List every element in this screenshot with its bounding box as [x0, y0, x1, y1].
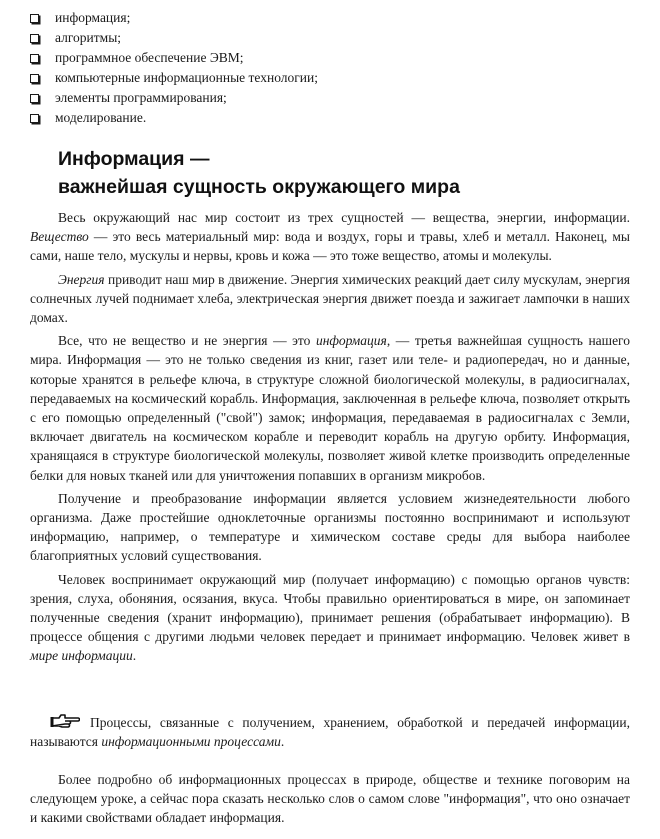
paragraph-text: . [132, 648, 137, 664]
list-item [30, 28, 318, 48]
paragraph [30, 208, 630, 266]
checkbox-bullet-icon [30, 94, 39, 103]
paragraph: Более подробно об информационных процессах в природе, обществе и технике поговорим на следующем уроке, а сейчас пора сказать несколько слов о самом слове "информация", что оно означает и какими свойствами обладает информация. [30, 772, 630, 826]
checkbox-bullet-icon [30, 74, 39, 83]
emphasis-term: информационными процессами [101, 734, 281, 750]
list-item-text: информация; [55, 10, 131, 25]
pointing-hand-icon [50, 713, 80, 729]
paragraph-text: Человек воспринимает окружающий мир (получает информацию) с помощью органов чувств: зрения, слуха, обоняния, осязания, вкуса. Чтобы правильно ориентироваться в мире, он запоминает полученные сведения (хранит информацию), принимает решения (обрабатывает информацию). В процессе общения с другими людьми человек передает и принимает информацию. Человек живет в [30, 571, 630, 645]
topic-list [30, 8, 318, 128]
list-item-text: программное обеспечение ЭВМ; [55, 50, 244, 65]
emphasis-term: Энергия [58, 271, 105, 287]
definition-note [30, 713, 630, 751]
paragraph-text: Получение и преобразование информации является условием жизнедеятельности любого организма. Даже простейшие одноклеточные организмы постоянно воспринимают и используют информацию, например, о температуре и химическом составе среды для выбора наиболее благоприятных условий существования. [30, 490, 630, 564]
emphasis-term: мире информации [30, 648, 133, 664]
paragraph-text: Все, что не вещество и не энергия — это [58, 333, 311, 349]
checkbox-bullet-icon [30, 54, 39, 63]
paragraph-text: приводит наш мир в движение. Энергия химических реакций дает силу мускулам, энергия солнечных лучей поднимает хлеба, электрическая энергия движет поезда и зажигает лампочки в наших домах. [30, 271, 630, 326]
note-text: Процессы, связанные с получением, хранением, обработкой и передачей информации, называются [30, 715, 630, 750]
heading-line-1: Информация — [58, 148, 210, 170]
checkbox-bullet-icon [30, 114, 39, 123]
paragraph-text: , — третья важнейшая сущность нашего мира. Информация — это не только сведения из книг, газет или теле- и радиопередач, но и данные, которые хранятся в рельефе ключа, в структуре сложной биологической молекулы, в радиосигналах, передаваемых на космический корабль. Информация, заключенная в рельефе ключа, позволяет открыть с его помощью определенный ("свой") замок; информация, передаваемая в радиосигналах с Земли, включает двигатель на космическом корабле и переводит корабль на другую орбиту. Информация, хранящаяся в структуре биологической молекулы, позволяет живой клетке производить определенные белки для новых тканей или для уничтожения попавших в организм микробов. [30, 333, 631, 483]
paragraph-text: Весь окружающий нас мир состоит из трех сущностей — вещества, энергии, информации. [58, 210, 630, 225]
paragraph-text: — это весь материальный мир: вода и воздух, горы и травы, хлеб и металл. Наконец, мы сами, наше тело, мускулы и нервы, кровь и кожа — это тоже вещество, атомы и молекулы. [30, 229, 631, 264]
paragraph [30, 331, 630, 485]
list-item [30, 88, 318, 108]
section-heading [58, 145, 460, 201]
checkbox-bullet-icon [30, 14, 39, 23]
checkbox-bullet-icon [30, 34, 39, 43]
paragraph [30, 570, 630, 666]
list-item-text: моделирование. [55, 110, 147, 125]
closing-text [30, 770, 630, 828]
list-item [30, 108, 318, 128]
note-text: . [280, 734, 285, 750]
paragraph [30, 489, 630, 566]
list-item [30, 8, 318, 28]
list-item-text: элементы программирования; [55, 90, 227, 105]
emphasis-term: Вещество [30, 229, 89, 245]
list-item [30, 48, 318, 68]
heading-line-2: важнейшая сущность окружающего мира [58, 176, 460, 198]
list-item-text: компьютерные информационные технологии; [55, 70, 319, 85]
paragraph [30, 270, 630, 328]
emphasis-term: информация [315, 333, 387, 349]
list-item-text: алгоритмы; [55, 30, 122, 45]
list-item [30, 68, 318, 88]
body-text [30, 208, 630, 666]
